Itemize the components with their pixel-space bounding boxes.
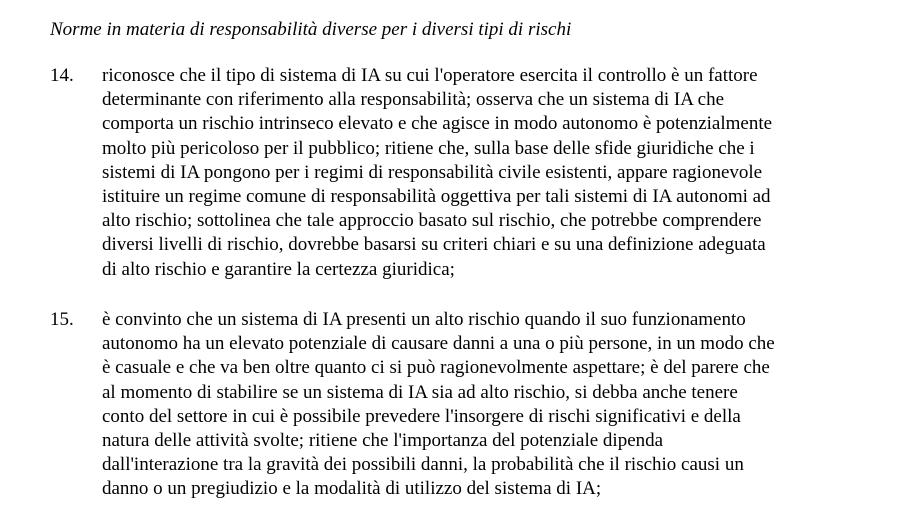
paragraph-line: istituire un regime comune di responsabilità oggettiva per tali sistemi di IA autonomi ad bbox=[102, 186, 771, 208]
paragraph-line: conto del settore in cui è possibile prevedere l'insorgere di rischi significativi e della bbox=[102, 405, 741, 427]
paragraph-line: al momento di stabilire se un sistema di IA sia ad alto rischio, si debba anche tenere bbox=[102, 381, 738, 403]
paragraph-line: autonomo ha un elevato potenziale di causare danni a una o più persone, in un modo che bbox=[102, 333, 775, 355]
paragraph-body bbox=[102, 64, 905, 282]
paragraph-line: alto rischio; sottolinea che tale approccio basato sul rischio, che potrebbe comprendere bbox=[102, 210, 762, 232]
paragraph-line: sistemi di IA pongono per i regimi di responsabilità civile esistenti, appare ragionevole bbox=[102, 161, 763, 183]
paragraph-line: natura delle attività svolte; ritiene che l'importanza del potenziale dipenda bbox=[102, 430, 664, 452]
paragraph-line: di alto rischio e garantire la certezza giuridica; bbox=[102, 258, 455, 280]
paragraph-number: 14. bbox=[50, 65, 74, 86]
paragraph-line: riconosce che il tipo di sistema di IA su cui l'operatore esercita il controllo è un fattore bbox=[102, 65, 758, 86]
paragraph-line: danno o un pregiudizio e la modalità di utilizzo del sistema di IA; bbox=[102, 478, 602, 500]
paragraph-number: 15. bbox=[50, 309, 74, 330]
section-heading: Norme in materia di responsabilità diverse per i diversi tipi di rischi bbox=[50, 19, 572, 40]
paragraph-line: è casuale e che va ben oltre quanto ci si può ragionevolmente aspettare; è del parere che bbox=[102, 357, 770, 379]
paragraph-line: determinante con riferimento alla responsabilità; osserva che un sistema di IA che bbox=[102, 89, 725, 111]
paragraph-line: comporta un rischio intrinseco elevato e che agisce in modo autonomo è potenzialmente bbox=[102, 113, 773, 135]
paragraph-body bbox=[102, 308, 905, 502]
paragraph-line: molto più pericoloso per il pubblico; ritiene che, sulla base delle sfide giuridiche che i bbox=[102, 137, 755, 159]
paragraph-line: diversi livelli di rischio, dovrebbe basarsi su criteri chiari e su una definizione adeguata bbox=[102, 234, 766, 256]
paragraph-line: è convinto che un sistema di IA presenti un alto rischio quando il suo funzionamento bbox=[102, 309, 746, 330]
paragraph-line: dall'interazione tra la gravità dei possibili danni, la probabilità che il rischio causi un bbox=[102, 454, 744, 476]
